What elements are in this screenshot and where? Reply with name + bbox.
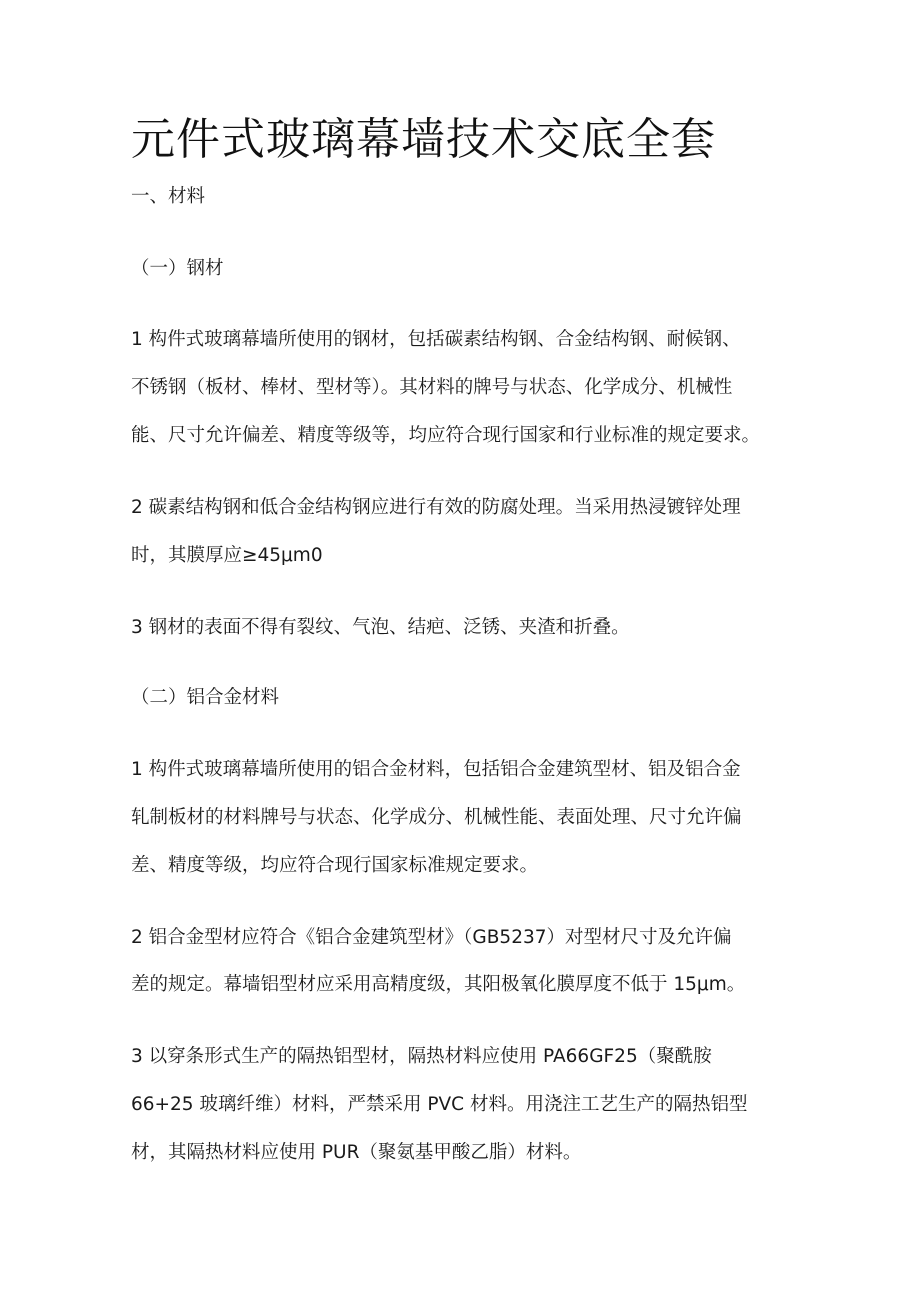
- section-heading-materials: 一、材料: [131, 186, 206, 207]
- aluminum-item-1-line-3: 差、精度等级，均应符合现行国家标准规定要求。: [131, 855, 539, 876]
- steel-item-2-line-1: 2 碳素结构钢和低合金结构钢应进行有效的防腐处理。当采用热浸镀锌处理: [131, 497, 741, 518]
- aluminum-item-3-line-2: 66+25 玻璃纤维）材料，严禁采用 PVC 材料。用浇注工艺生产的隔热铝型: [131, 1094, 748, 1115]
- aluminum-item-2-line-1: 2 铝合金型材应符合《铝合金建筑型材》（GB5237）对型材尺寸及允许偏: [131, 927, 732, 948]
- document-title: 元件式玻璃幕墙技术交底全套: [131, 114, 716, 165]
- aluminum-item-2-line-2: 差的规定。幕墙铝型材应采用高精度级，其阳极氧化膜厚度不低于 15μm。: [131, 974, 746, 995]
- aluminum-item-1-line-1: 1 构件式玻璃幕墙所使用的铝合金材料，包括铝合金建筑型材、铝及铝合金: [131, 759, 741, 780]
- steel-item-1-line-1: 1 构件式玻璃幕墙所使用的钢材，包括碳素结构钢、合金结构钢、耐候钢、: [131, 329, 741, 350]
- steel-item-1-line-2: 不锈钢（板材、棒材、型材等）。其材料的牌号与状态、化学成分、机械性: [131, 377, 733, 398]
- aluminum-item-1-line-2: 轧制板材的材料牌号与状态、化学成分、机械性能、表面处理、尺寸允许偏: [131, 807, 742, 828]
- steel-item-2-line-2: 时，其膜厚应≥45μm0: [131, 545, 323, 566]
- steel-item-1-line-3: 能、尺寸允许偏差、精度等级等，均应符合现行国家和行业标准的规定要求。: [131, 425, 761, 446]
- aluminum-item-3-line-1: 3 以穿条形式生产的隔热铝型材，隔热材料应使用 PA66GF25（聚酰胺: [131, 1046, 712, 1067]
- steel-item-3-line-1: 3 钢材的表面不得有裂纹、气泡、结疤、泛锈、夹渣和折叠。: [131, 617, 630, 638]
- aluminum-item-3-line-3: 材，其隔热材料应使用 PUR（聚氨基甲酸乙脂）材料。: [131, 1142, 582, 1163]
- subsection-heading-aluminum: （二）铝合金材料: [131, 687, 280, 708]
- subsection-heading-steel: （一）钢材: [131, 258, 224, 279]
